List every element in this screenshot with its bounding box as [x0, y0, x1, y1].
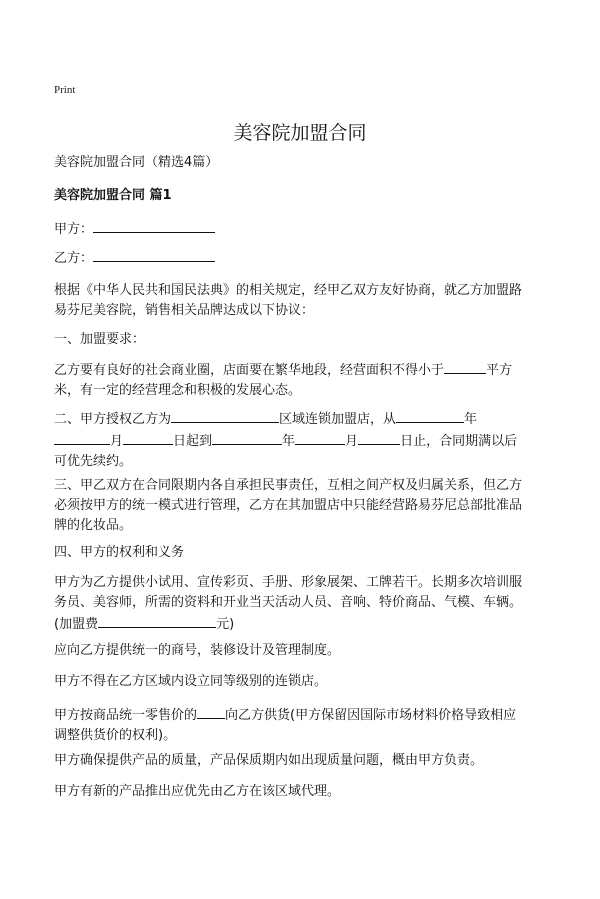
area-blank	[444, 359, 486, 374]
end-month-blank	[295, 430, 345, 445]
clause-2-text-d: 月	[110, 434, 124, 449]
discount-blank	[197, 704, 225, 719]
clause-1-line-1	[54, 359, 554, 381]
start-year-blank	[396, 408, 464, 423]
rights-paragraph-6: 甲方有新的产品推出应优先由乙方在该区域代理。	[54, 784, 341, 799]
rights-4-line-2: 调整供货价的权利)。	[54, 728, 177, 743]
clause-3-paragraph	[54, 476, 554, 536]
clause-2-text-a: 二、甲方授权乙方为	[54, 412, 172, 427]
intro-line-2: 易芬尼美容院，销售相关品牌达成以下协议：	[54, 303, 315, 318]
party-a-blank	[93, 218, 215, 233]
clause-2-text-g: 月	[345, 434, 359, 449]
clause-3-line-1: 三、甲乙双方在合同限期内各自承担民事责任，互相之间产权及归属关系，但乙方	[54, 478, 523, 493]
fee-label: (加盟费	[54, 617, 99, 632]
clause-1-line-2: 米，有一定的经营理念和积极的发展心态。	[54, 383, 302, 398]
page-title: 美容院加盟合同	[233, 122, 367, 144]
rights-4-text-b: 向乙方供货(甲方保留因国际市场材料价格导致相应	[225, 708, 517, 723]
clause-2-text-e: 日起到	[173, 434, 213, 449]
rights-4-text-a: 甲方按商品统一零售价的	[54, 708, 198, 723]
clause-1-text-a: 乙方要有良好的社会商业圈，店面要在繁华地段，经营面积不得小于	[54, 363, 445, 378]
party-b-line	[54, 247, 554, 269]
clause-3-line-3: 牌的化妆品。	[54, 518, 133, 533]
rights-paragraph-2: 应向乙方提供统一的商号，装修设计及管理制度。	[54, 643, 341, 658]
party-b-label: 乙方：	[54, 251, 94, 266]
clause-1-title: 一、加盟要求：	[54, 332, 146, 347]
clause-2-line-3: 可优先续约。	[54, 454, 133, 469]
clause-2-text-f: 年	[282, 434, 296, 449]
party-a-line	[54, 218, 554, 240]
print-label: Print	[54, 84, 76, 96]
rights-1-line-2: 务员、美容师，所需的资料和开业当天活动人员、音响、特价商品、气模、车辆。	[54, 595, 523, 610]
clause-2-text-h: 日止，合同期满以后	[400, 434, 518, 449]
document-subtitle: 美容院加盟合同（精选4篇）	[54, 155, 219, 170]
clause-2-paragraph	[54, 408, 554, 472]
clause-2-line-1	[54, 408, 554, 430]
rights-paragraph-5: 甲方确保提供产品的质量，产品保质期内如出现质量问题，概由甲方负责。	[54, 753, 484, 768]
clause-2-line-2	[54, 430, 554, 452]
clause-3-line-2: 必须按甲方的统一模式进行管理，乙方在其加盟店中只能经营路易芬尼总部批准品	[54, 498, 523, 513]
rights-4-line-1	[54, 704, 554, 726]
rights-1-line-1: 甲方为乙方提供小试用、宣传彩页、手册、形象展架、工牌若干。长期多次培训服	[54, 575, 523, 590]
rights-paragraph-1	[54, 573, 554, 635]
fee-blank	[98, 613, 216, 628]
intro-paragraph	[54, 281, 554, 321]
start-day-blank	[123, 430, 173, 445]
rights-1-line-3	[54, 613, 554, 635]
clause-1-text-b: 平方	[486, 363, 513, 378]
clause-2-text-b: 区域连锁加盟店，从	[279, 412, 397, 427]
party-b-blank	[93, 247, 215, 262]
fee-unit: 元)	[216, 617, 235, 632]
end-year-blank	[212, 430, 282, 445]
intro-line-1: 根据《中华人民共和国民法典》的相关规定，经甲乙双方友好协商，就乙方加盟路	[54, 283, 523, 298]
section-heading: 美容院加盟合同 篇1	[54, 188, 172, 203]
rights-paragraph-3: 甲方不得在乙方区域内设立同等级别的连锁店。	[54, 674, 328, 689]
clause-1-paragraph	[54, 359, 554, 401]
clause-4-title: 四、甲方的权利和义务	[54, 545, 185, 560]
end-day-blank	[358, 430, 400, 445]
party-a-label: 甲方：	[54, 222, 94, 237]
region-blank	[171, 408, 279, 423]
rights-paragraph-4	[54, 704, 554, 746]
clause-2-text-c: 年	[464, 412, 478, 427]
start-month-blank	[54, 430, 110, 445]
